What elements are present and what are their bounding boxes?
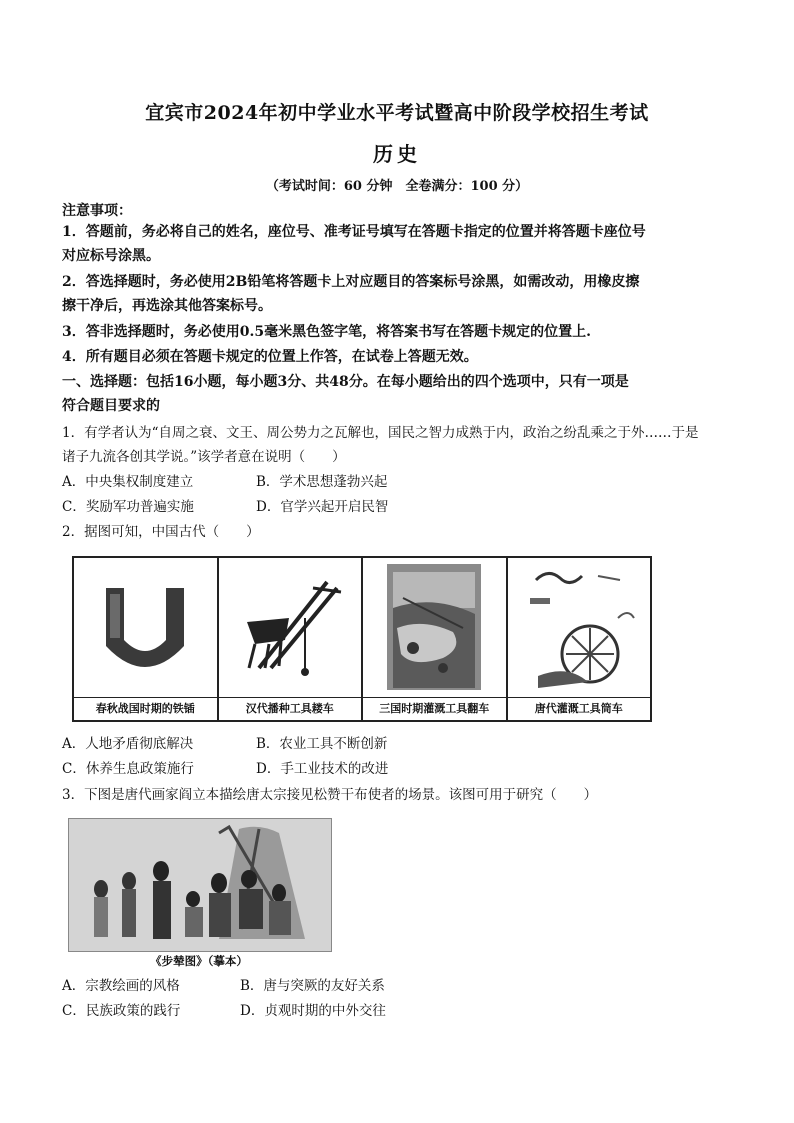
subject-title: 历史 xyxy=(373,142,421,166)
q1-stem-cont: 诸子九流各创其学说。”该学者意在说明（ ） xyxy=(62,449,346,465)
section-heading: 一、选择题：包括16小题，每小题3分、共48分。在每小题给出的四个选项中，只有一项是 xyxy=(62,374,629,390)
figure-water-wheel xyxy=(508,558,651,720)
caption-seed-drill: 汉代播种工具耧车 xyxy=(219,697,362,720)
figure-water-lift xyxy=(363,558,508,720)
q1-option-b: B．学术思想蓬勃兴起 xyxy=(256,474,388,490)
q1-option-d: D．官学兴起开启民智 xyxy=(256,499,389,515)
caption-iron-spade: 春秋战国时期的铁锸 xyxy=(74,697,217,720)
q1-stem: 1．有学者认为“自周之衰、文王、周公势力之瓦解也，国民之智力成熟于内，政治之纷乱乘之于外……于是 xyxy=(62,425,699,441)
note-line: 1．答题前，务必将自己的姓名，座位号、准考证号填写在答题卡指定的位置并将答题卡座位号 xyxy=(62,224,646,240)
section-heading-cont: 符合题目要求的 xyxy=(62,398,160,414)
caption-water-wheel: 唐代灌溉工具筒车 xyxy=(508,697,651,720)
seed-drill-image xyxy=(219,558,362,697)
q3-figure-caption: 《步辇图》（摹本） xyxy=(150,954,248,968)
notes-heading: 注意事项： xyxy=(62,203,132,219)
water-wheel-image xyxy=(508,558,651,697)
q3-option-c: C．民族政策的践行 xyxy=(62,1003,181,1019)
q1-option-c: C．奖励军功普遍实施 xyxy=(62,499,194,515)
note-line: 对应标号涂黑。 xyxy=(62,248,160,264)
q2-option-d: D．手工业技术的改进 xyxy=(256,761,389,777)
q3-option-b: B．唐与突厥的友好关系 xyxy=(240,978,385,994)
exam-meta: （考试时间：60 分钟 全卷满分：100 分） xyxy=(265,179,529,194)
note-line: 2．答选择题时，务必使用2B铅笔将答题卡上对应题目的答案标号涂黑，如需改动，用橡皮擦 xyxy=(62,274,640,290)
q3-option-a: A．宗教绘画的风格 xyxy=(62,978,180,994)
q2-stem: 2．据图可知，中国古代（ ） xyxy=(62,524,260,540)
exam-title: 宜宾市2024年初中学业水平考试暨高中阶段学校招生考试 xyxy=(145,102,649,124)
note-line: 4．所有题目必须在答题卡规定的位置上作答，在试卷上答题无效。 xyxy=(62,349,478,365)
q2-option-a: A．人地矛盾彻底解决 xyxy=(62,736,194,752)
q1-option-a: A．中央集权制度建立 xyxy=(62,474,194,490)
q2-option-c: C．休养生息政策施行 xyxy=(62,761,194,777)
q2-option-b: B．农业工具不断创新 xyxy=(256,736,388,752)
figure-iron-spade xyxy=(74,558,219,720)
caption-water-lift: 三国时期灌溉工具翻车 xyxy=(363,697,506,720)
q3-option-d: D．贞观时期的中外交往 xyxy=(240,1003,386,1019)
note-line: 3．答非选择题时，务必使用0.5毫米黑色签字笔，将答案书写在答题卡规定的位置上. xyxy=(62,324,591,340)
note-line: 擦干净后，再选涂其他答案标号。 xyxy=(62,298,272,314)
q2-figure-row xyxy=(72,556,652,722)
figure-seed-drill xyxy=(219,558,364,720)
bunian-painting-image xyxy=(68,818,332,952)
water-lift-image xyxy=(363,558,506,697)
q3-stem: 3．下图是唐代画家阎立本描绘唐太宗接见松赞干布使者的场景。该图可用于研究（ ） xyxy=(62,787,598,803)
iron-spade-image xyxy=(74,558,217,697)
